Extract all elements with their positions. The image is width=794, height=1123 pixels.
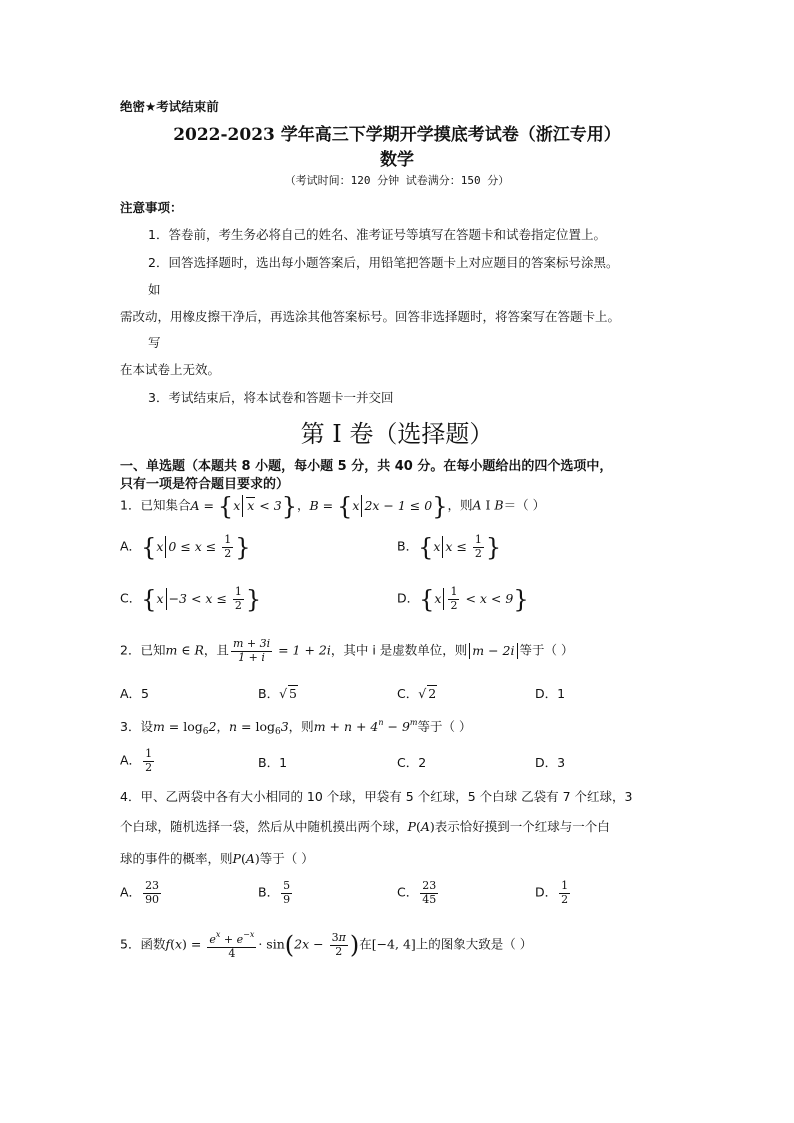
question-5: 5．函数f(x) = $\frac{e^x + e^{-x}}{4}$ · sin(2x − $\frac{3\pi}{2}$ )在[−4, 4]上的图象大致是（ ） [120,930,533,960]
q1-set-a: A = {x x < 3} [190,492,297,520]
q4-option-c: C． $\frac{23}{45}$ [397,879,437,906]
q4-option-a: A． $\frac{23}{90}$ [120,879,160,906]
q1-ask: ＝（ ） [503,497,546,513]
q1-prefix: 1．已知集合 [120,497,191,513]
confidential-mark: 绝密★考试结束前 [120,99,219,114]
q1-suffix: ，则 [447,497,473,513]
q2-option-a: A．5 [120,686,150,701]
q1-set-b: B = {x 2x − 1 ≤ 0} [309,492,448,520]
exam-title: 2022-2023 学年高三下学期开学摸底考试卷（浙江专用） [173,125,621,145]
q3-option-a: A． $\frac{1}{2}$ [120,747,153,774]
question-4-line-1: 4．甲、乙两袋中各有大小相同的 10 个球，甲袋有 5 个红球，5 个白球 乙袋有 7 个红球，3 [120,789,633,804]
question-1: 1．已知集合A = {x x < 3}，B = {x 2x − 1 ≤ 0}，则A I B＝（ ） [120,492,546,520]
q1-option-c: C．{x −3 < x ≤ $\frac{1}{2}$ } [120,585,262,614]
question-2: 2．已知m ∈ R，且 $\frac{m + 3i}{1 + i}$ = 1 + 2i，其中 i 是虚数单位，则 m − 2i 等于（ ） [120,637,574,664]
notice-item-2d: 写 [148,335,161,350]
q1-intersection: A I B [472,497,504,513]
notice-item-2a: 2．回答选择题时，选出每小题答案后，用铅笔把答题卡上对应题目的答案标号涂黑。 [148,255,619,270]
q2-option-c: C．√ 2 [397,686,437,701]
q1-option-b: B．{x x ≤ $\frac{1}{2}$ } [397,533,502,562]
notice-heading: 注意事项： [120,200,183,215]
notice-item-2c: 需改动，用橡皮擦干净后，再选涂其他答案标号。回答非选择题时，将答案写在答题卡上。 [120,309,621,324]
q1-option-d: D．{x $\frac{1}{2}$ < x < 9} [397,585,529,614]
q2-option-d: D．1 [535,686,566,701]
q3-option-b: B．1 [258,755,288,770]
q2-option-b: B．√ 5 [258,686,297,701]
q4-option-b: B． $\frac{5}{9}$ [258,879,291,906]
notice-item-2b: 如 [148,282,161,297]
q3-option-c: C．2 [397,755,427,770]
notice-item-1: 1．答卷前，考生务必将自己的姓名、准考证号等填写在答题卡和试卷指定位置上。 [148,227,606,242]
exam-info: （考试时间：120 分钟 试卷满分：150 分） [284,174,510,187]
part-title: 第 I 卷（选择题） [300,420,494,448]
notice-item-3: 3．考试结束后，将本试卷和答题卡一并交回 [148,390,394,405]
q4-option-d: D． $\frac{1}{2}$ [535,879,569,906]
notice-item-2e: 在本试卷上无效。 [120,362,221,377]
subject-title: 数学 [380,150,414,170]
question-3: 3．设$m = \log_62$，$n = \log_63$，则$m + n + 4^n - 9^m$等于（ ） [120,718,472,737]
question-4-line-3: 球的事件的概率，则P(A)等于（ ） [120,851,314,866]
q1-option-a: A．{x 0 ≤ x ≤ $\frac{1}{2}$ } [120,533,251,562]
q3-option-d: D．3 [535,755,566,770]
question-4-line-2: 个白球，随机选择一袋，然后从中随机摸出两个球，P(A)表示恰好摸到一个红球与一个白 [120,819,610,834]
section-heading-cont: 只有一项是符合题目要求的） [120,477,290,492]
section-heading: 一、单选题（本题共 8 小题，每小题 5 分，共 40 分。在每小题给出的四个选项中， [120,459,613,474]
